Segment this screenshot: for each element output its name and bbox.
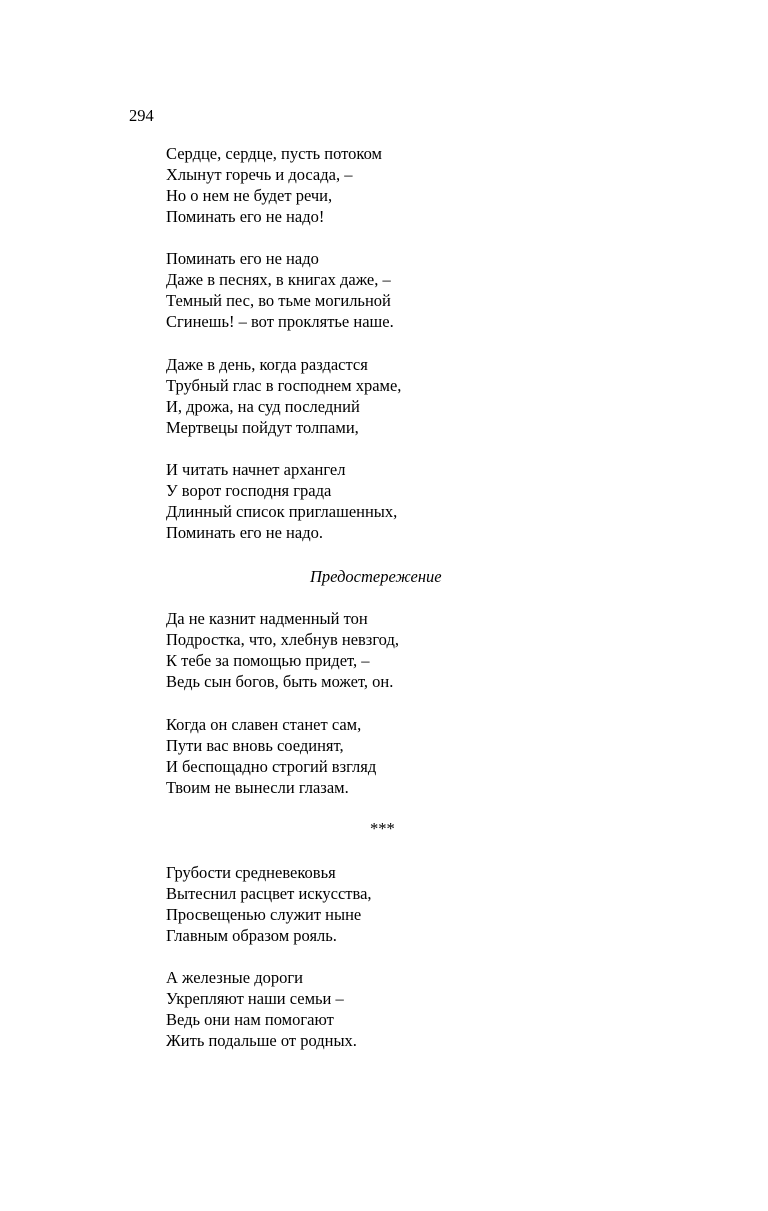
- verse-line: И беспощадно строгий взгляд: [166, 757, 377, 776]
- verse-line: Поминать его не надо!: [166, 207, 325, 226]
- verse-line: Даже в день, когда раздастся: [166, 355, 368, 374]
- verse-line: Длинный список приглашенных,: [166, 502, 398, 521]
- verse-line: Мертвецы пойдут толпами,: [166, 418, 359, 437]
- verse-line: Но о нем не будет речи,: [166, 186, 333, 205]
- verse-line: Темный пес, во тьме могильной: [166, 291, 391, 310]
- verse-line: Сердце, сердце, пусть потоком: [166, 144, 382, 163]
- verse-line: Просвещенью служит ныне: [166, 905, 362, 924]
- section-separator: ***: [370, 819, 395, 838]
- verse-line: Твоим не вынесли глазам.: [166, 778, 349, 797]
- stanza-5: [166, 608, 399, 692]
- verse-line: Трубный глас в господнем храме,: [166, 376, 402, 395]
- verse-line: Хлынут горечь и досада, –: [166, 165, 353, 184]
- verse-line: И, дрожа, на суд последний: [166, 397, 360, 416]
- stanza-6: [166, 714, 376, 798]
- verse-line: Поминать его не надо: [166, 249, 319, 268]
- verse-line: Грубости средневековья: [166, 863, 336, 882]
- verse-line: Подростка, что, хлебнув невзгод,: [166, 630, 399, 649]
- verse-line: Да не казнит надменный тон: [166, 609, 368, 628]
- stanza-8: [166, 967, 357, 1051]
- verse-line: Когда он славен станет сам,: [166, 715, 362, 734]
- verse-line: Даже в песнях, в книгах даже, –: [166, 270, 391, 289]
- stanza-1: [166, 143, 382, 227]
- verse-line: Главным образом рояль.: [166, 926, 337, 945]
- stanza-7: [166, 862, 372, 946]
- verse-line: Ведь сын богов, быть может, он.: [166, 672, 394, 691]
- verse-line: И читать начнет архангел: [166, 460, 346, 479]
- verse-line: Пути вас вновь соединят,: [166, 736, 344, 755]
- page-number: 294: [129, 106, 154, 125]
- verse-line: Жить подальше от родных.: [166, 1031, 357, 1050]
- verse-line: Укрепляют наши семьи –: [166, 989, 344, 1008]
- verse-line: Сгинешь! – вот проклятье наше.: [166, 312, 394, 331]
- verse-line: У ворот господня града: [166, 481, 332, 500]
- verse-line: Вытеснил расцвет искусства,: [166, 884, 372, 903]
- stanza-4: [166, 459, 397, 543]
- stanza-3: [166, 354, 401, 438]
- verse-line: А железные дороги: [166, 968, 303, 987]
- verse-line: Ведь они нам помогают: [166, 1010, 334, 1029]
- verse-line: К тебе за помощью придет, –: [166, 651, 370, 670]
- poem-title: Предостережение: [310, 567, 442, 586]
- stanza-2: [166, 248, 394, 332]
- verse-line: Поминать его не надо.: [166, 523, 323, 542]
